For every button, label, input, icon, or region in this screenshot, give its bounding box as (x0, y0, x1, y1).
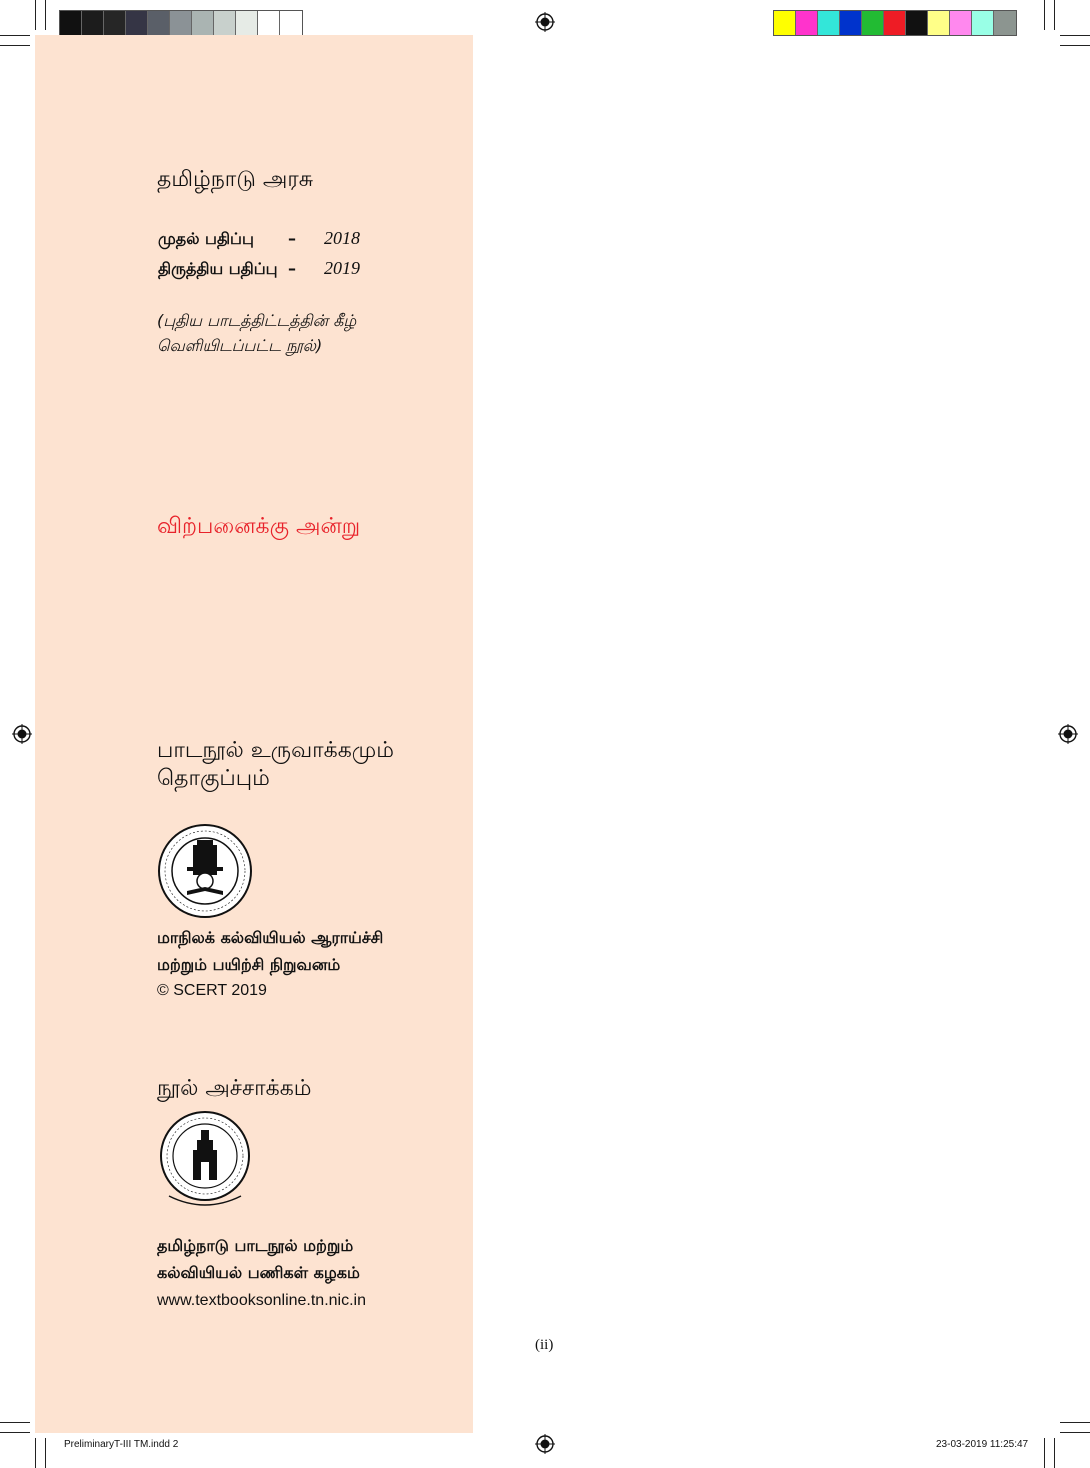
crop-mark (35, 1438, 36, 1468)
crop-mark (35, 0, 36, 30)
crop-mark (0, 1422, 30, 1423)
preparation-heading-line2: தொகுப்பும் (157, 766, 270, 791)
curriculum-note-line2: வெளியிடப்பட்ட நூல்) (157, 336, 323, 355)
registration-mark-icon (535, 1434, 555, 1454)
crop-mark (1044, 1438, 1045, 1468)
calibration-swatch (972, 11, 994, 35)
crop-mark (1060, 1422, 1090, 1423)
crop-mark (1060, 1432, 1090, 1433)
edition-label: முதல் பதிப்பு (158, 229, 254, 248)
crop-mark (1054, 0, 1055, 30)
curriculum-note-line1: (புதிய பாடத்திட்டத்தின் கீழ் (157, 311, 357, 330)
not-for-sale-text: விற்பனைக்கு அன்று (157, 514, 361, 539)
scert-name-line2: மற்றும் பயிற்சி நிறுவனம் (157, 955, 341, 974)
calibration-swatch (840, 11, 862, 35)
preparation-heading-line1: பாடநூல் உருவாக்கமும் (157, 738, 394, 763)
corporation-name-line2: கல்வியியல் பணிகள் கழகம் (157, 1263, 360, 1282)
copyright-text: © SCERT 2019 (157, 982, 267, 999)
crop-mark (1044, 0, 1045, 30)
corporation-name-line1: தமிழ்நாடு பாடநூல் மற்றும் (157, 1236, 354, 1255)
registration-mark-icon (535, 12, 555, 32)
gray-calibration-bar (59, 10, 303, 36)
calibration-swatch (818, 11, 840, 35)
crop-mark (0, 35, 30, 36)
revised-edition-row (158, 258, 360, 280)
color-calibration-bar (773, 10, 1017, 36)
calibration-swatch (214, 11, 236, 35)
edition-dash: – (288, 259, 296, 278)
crop-mark (45, 0, 46, 30)
calibration-swatch (796, 11, 818, 35)
page-number: (ii) (535, 1337, 554, 1353)
calibration-swatch (236, 11, 258, 35)
edition-year: 2018 (324, 228, 360, 248)
scert-name-line1: மாநிலக் கல்வியியல் ஆராய்ச்சி (157, 928, 384, 947)
calibration-swatch (280, 11, 302, 35)
crop-mark (45, 1438, 46, 1468)
calibration-swatch (192, 11, 214, 35)
calibration-swatch (774, 11, 796, 35)
footer-filename: PreliminaryT-III TM.indd 2 (64, 1439, 179, 1450)
calibration-swatch (906, 11, 928, 35)
government-title: தமிழ்நாடு அரசு (157, 167, 314, 192)
calibration-swatch (258, 11, 280, 35)
calibration-swatch (82, 11, 104, 35)
first-edition-row (158, 228, 360, 250)
calibration-swatch (60, 11, 82, 35)
calibration-swatch (862, 11, 884, 35)
registration-mark-icon (1058, 724, 1078, 744)
calibration-swatch (170, 11, 192, 35)
scert-seal-icon (157, 823, 253, 919)
calibration-swatch (126, 11, 148, 35)
calibration-swatch (994, 11, 1016, 35)
edition-label: திருத்திய பதிப்பு (158, 259, 278, 278)
website-link[interactable]: www.textbooksonline.tn.nic.in (157, 1292, 366, 1309)
calibration-swatch (928, 11, 950, 35)
crop-mark (0, 1432, 30, 1433)
crop-mark (1054, 1438, 1055, 1468)
crop-mark (1060, 45, 1090, 46)
calibration-swatch (884, 11, 906, 35)
calibration-swatch (950, 11, 972, 35)
edition-year: 2019 (324, 258, 360, 278)
tamil-nadu-emblem-icon (157, 1110, 253, 1214)
footer-timestamp: 23-03-2019 11:25:47 (936, 1439, 1029, 1450)
calibration-swatch (148, 11, 170, 35)
printing-heading: நூல் அச்சாக்கம் (157, 1076, 312, 1101)
edition-dash: – (288, 229, 296, 248)
calibration-swatch (104, 11, 126, 35)
crop-mark (1060, 35, 1090, 36)
registration-mark-icon (12, 724, 32, 744)
crop-mark (0, 45, 30, 46)
